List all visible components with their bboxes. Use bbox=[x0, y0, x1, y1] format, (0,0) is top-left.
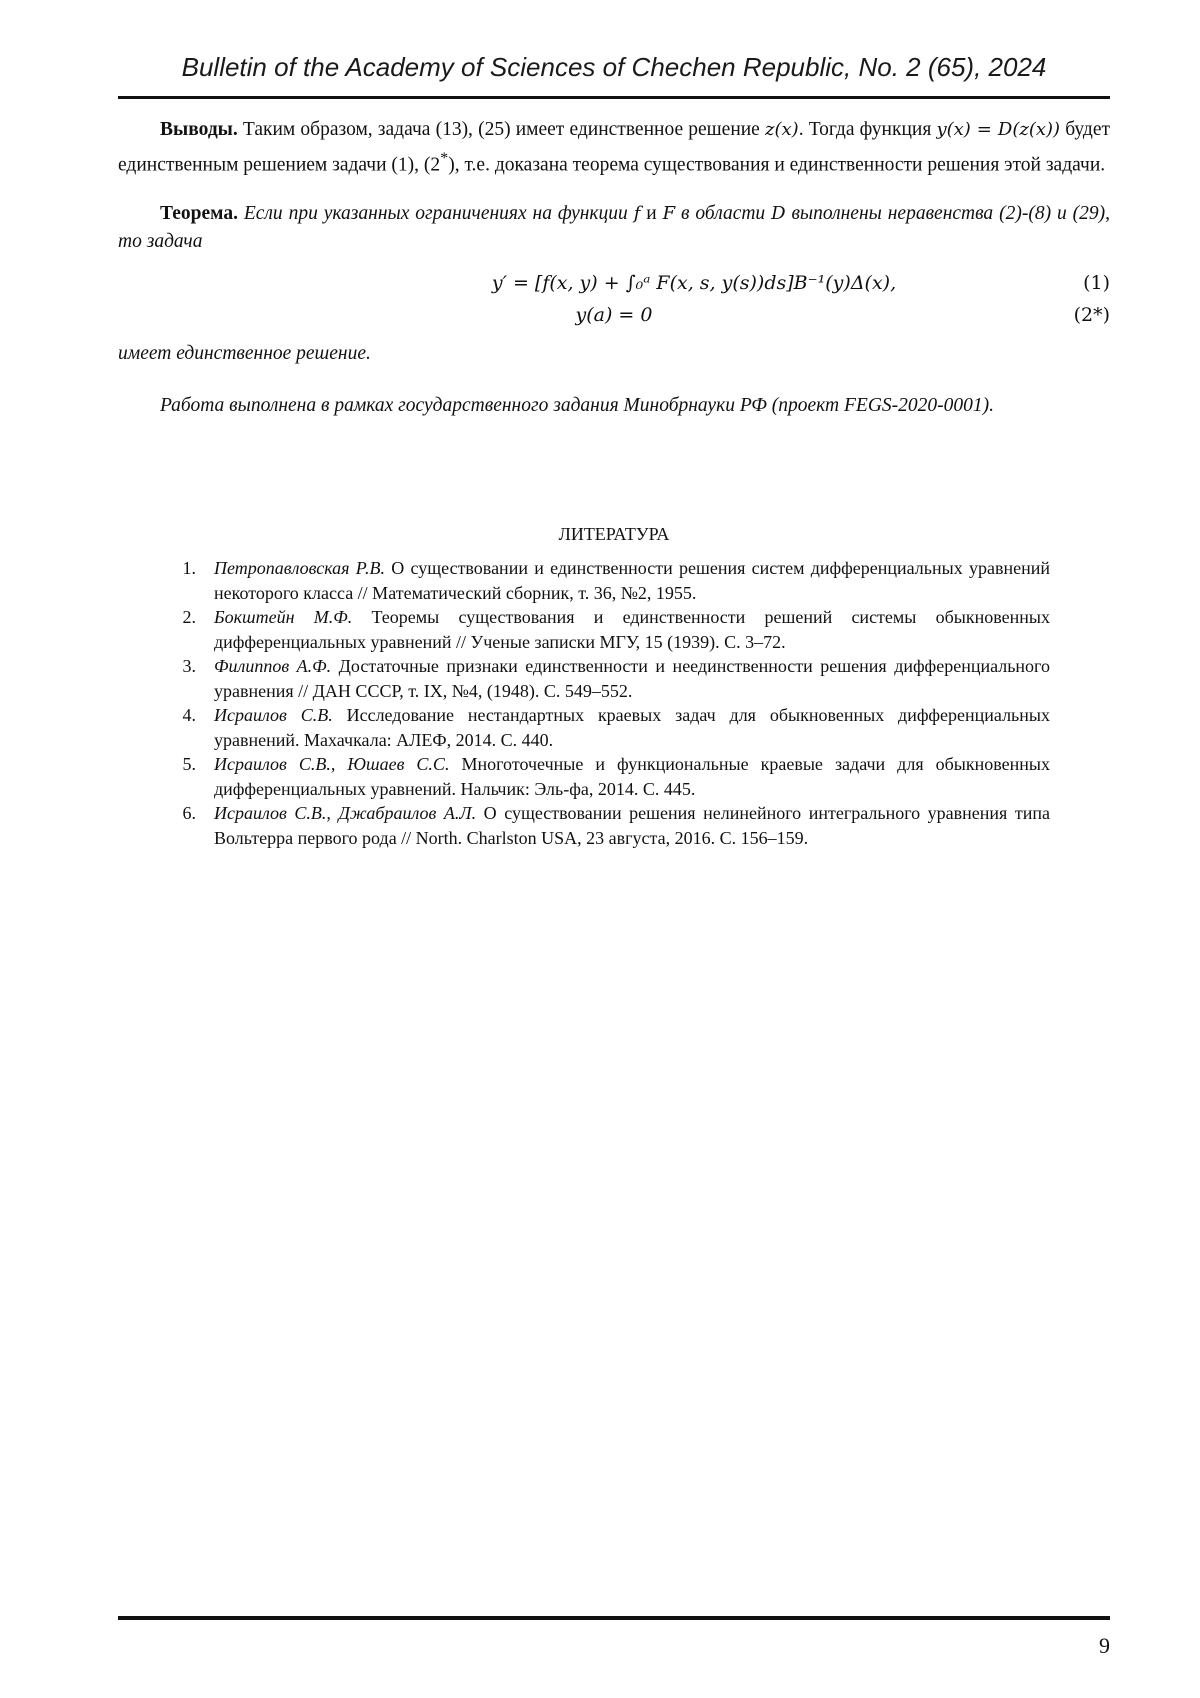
reference-author: Филиппов А.Ф. bbox=[214, 656, 331, 676]
theorem-paragraph bbox=[118, 200, 1110, 256]
reference-item-6 bbox=[170, 801, 1050, 850]
conclusions-text-1: Таким образом, задача (13), (25) имеет единственное решение bbox=[238, 119, 765, 140]
reference-item-5 bbox=[170, 752, 1050, 801]
theorem-text-2: в области bbox=[675, 203, 771, 224]
reference-text: Теоремы существования и единственности решений системы обыкновенных дифференциальных уравнений // Ученые записки МГУ, 15 (1939). С. 3–72. bbox=[214, 607, 1050, 652]
references-list bbox=[170, 556, 1050, 850]
reference-author: Петропавловская Р.В. bbox=[214, 558, 385, 578]
references-heading: ЛИТЕРАТУРА bbox=[118, 522, 1110, 546]
theorem-lead: Теорема. bbox=[160, 203, 238, 224]
conclusions-text-3: будет единственным решением задачи (1), (2 bbox=[118, 119, 1110, 176]
math-z-of-x: z(x) bbox=[765, 119, 799, 140]
equation-2 bbox=[118, 300, 1110, 330]
theorem-text-3: выполнены неравенства (2)-(8) и (29), то задача bbox=[118, 203, 1110, 252]
conclusions-paragraph bbox=[118, 116, 1110, 180]
equation-2-number: (2*) bbox=[1074, 300, 1110, 330]
journal-header: Bulletin of the Academy of Sciences of Chechen Republic, No. 2 (65), 2024 bbox=[118, 52, 1110, 82]
reference-text: Многоточечные и функциональные краевые задачи для обыкновенных дифференциальных уравнений. Нальчик: Эль-фа, 2014. С. 445. bbox=[214, 754, 1050, 799]
reference-text: Достаточные признаки единственности и неединственности решения дифференциального уравнения // ДАН СССР, т. IX, №4, (1948). С. 549–552. bbox=[214, 656, 1050, 701]
math-f: f bbox=[634, 203, 641, 224]
equation-1 bbox=[118, 268, 1110, 298]
equation-1-formula: y′ = [f(x, y) + ∫₀ᵃ F(x, s, y(s))ds]B⁻¹(y)Δ(x), bbox=[118, 268, 1110, 298]
reference-number: 3. bbox=[170, 654, 196, 679]
header-rule bbox=[118, 96, 1110, 99]
page-number: 9 bbox=[1099, 1632, 1110, 1660]
equation-2-formula: y(a) = 0 bbox=[118, 300, 1110, 330]
reference-text: О существовании решения нелинейного интегрального уравнения типа Вольтерра первого рода // North. Charlston USA, 23 августа, 2016. С. 156–159. bbox=[214, 803, 1050, 848]
reference-number: 1. bbox=[170, 556, 196, 581]
conclusions-lead: Выводы. bbox=[160, 119, 238, 140]
reference-number: 4. bbox=[170, 703, 196, 728]
theorem-conclusion: имеет единственное решение. bbox=[118, 340, 1110, 368]
reference-text: Исследование нестандартных краевых задач для обыкновенных дифференциальных уравнений. Махачкала: АЛЕФ, 2014. С. 440. bbox=[214, 705, 1050, 750]
reference-number: 6. bbox=[170, 801, 196, 826]
reference-item-4 bbox=[170, 703, 1050, 752]
math-capital-f: F bbox=[663, 203, 676, 224]
footer-rule bbox=[118, 1616, 1110, 1620]
math-d: D bbox=[771, 203, 785, 224]
conclusions-superscript: * bbox=[440, 149, 448, 167]
reference-author: Исраилов С.В., Юшаев С.С. bbox=[214, 754, 449, 774]
reference-author: Исраилов С.В., Джабраилов А.Л. bbox=[214, 803, 476, 823]
math-y-equals-d: y(x) = D(z(x)) bbox=[936, 119, 1060, 140]
theorem-text-and: и bbox=[640, 203, 662, 224]
reference-number: 5. bbox=[170, 752, 196, 777]
reference-author: Бокштейн М.Ф. bbox=[214, 607, 352, 627]
funding-note: Работа выполнена в рамках государственного задания Минобрнауки РФ (проект FEGS-2020-0001). bbox=[118, 392, 1110, 420]
conclusions-text-4: ), т.е. доказана теорема существования и единственности решения этой задачи. bbox=[448, 155, 1105, 176]
reference-text: О существовании и единственности решения систем дифференциальных уравнений некоторого класса // Математический сборник, т. 36, №2, 1955. bbox=[214, 558, 1050, 603]
theorem-text-1: Если при указанных ограничениях на функции bbox=[238, 203, 634, 224]
equation-1-number: (1) bbox=[1083, 268, 1110, 298]
conclusions-text-2: . Тогда функция bbox=[799, 119, 937, 140]
reference-item-3 bbox=[170, 654, 1050, 703]
reference-author: Исраилов С.В. bbox=[214, 705, 333, 725]
reference-item-2 bbox=[170, 605, 1050, 654]
reference-item-1 bbox=[170, 556, 1050, 605]
reference-number: 2. bbox=[170, 605, 196, 630]
